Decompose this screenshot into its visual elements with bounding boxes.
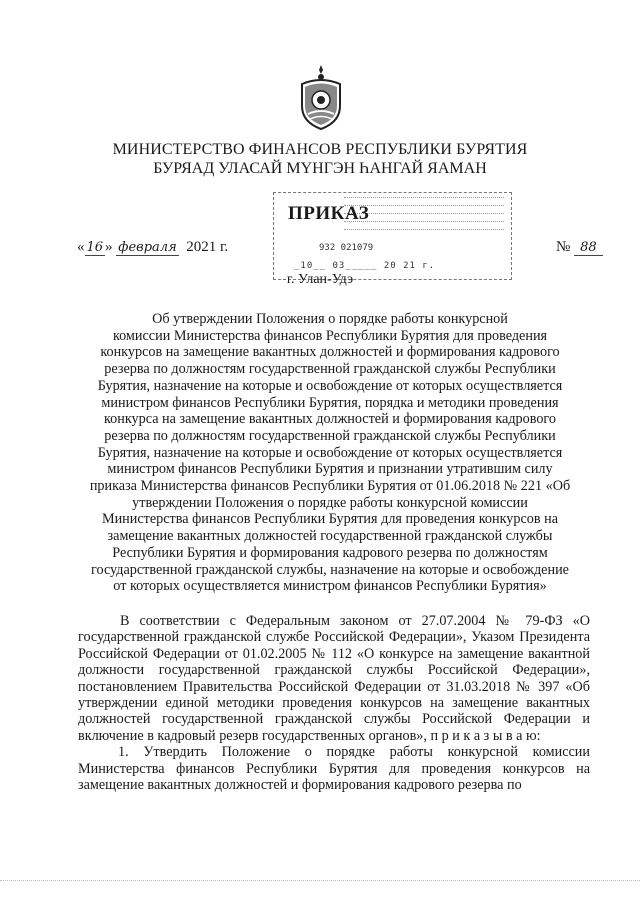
document-type: ПРИКАЗ <box>288 203 370 224</box>
body-item-1: 1. Утвердить Положение о порядке работы конкурсной комиссии Министерства финансов Республики Бурятия для проведения конкурсов на замещение вакантных должностей и формирования кадрового резерва по <box>78 744 590 794</box>
stamp-reg-number: 932 021079 <box>319 243 374 253</box>
date-year: 2021 г. <box>186 239 229 255</box>
city: г. Улан-Удэ <box>286 272 354 287</box>
date-day: 16 <box>86 240 104 255</box>
number-value: 88 <box>574 240 603 256</box>
document-number: № 88 <box>556 239 603 256</box>
document-title: Об утверждении Положения о порядке работы конкурсной комиссии Министерства финансов Республики Бурятия для проведения конкурсов на замещение вакантных должностей и формирования кадрового резерва по должностям государственной гражданской службы Республики Бурятия, назначение на которые и освобождение от которых осуществляется министром финансов Республики Бурятия, порядка и методики проведения конкурса на замещение вакантных должностей и формирования кадрового резерва по должностям государственной гражданской службы Республики Бурятия, назначение на которые и освобождение от которых осуществляется министром финансов Республики Бурятия и признании утратившим силу приказа Министерства финансов Республики Бурятия от 01.06.2018 № 221 «Об утверждении Положения о порядке работы конкурсной комиссии Министерства финансов Республики Бурятия для проведения конкурсов на замещение вакантных должностей государственной гражданской службы Республики Бурятия и формирования кадрового резерва по должностям государственной гражданской службы, назначение на которые и освобождение от которых осуществляется министром финансов Республики Бурятия» <box>89 311 571 595</box>
ministry-name-ru: МИНИСТЕРСТВО ФИНАНСОВ РЕСПУБЛИКИ БУРЯТИЯ <box>112 141 528 158</box>
document-body <box>78 613 590 793</box>
coat-of-arms-icon <box>296 62 346 132</box>
ministry-name-buryat: БУРЯАД УЛАСАЙ МҮНГЭН ҺАНГАЙ ЯАМАН <box>153 160 487 177</box>
stamp-reg-date: _10__ 03_____ 20 21 г. <box>294 261 436 271</box>
document-date: « 16 » февраля 2021 г. <box>77 239 229 255</box>
page-bottom-edge <box>0 880 640 891</box>
date-month: февраля <box>118 240 177 255</box>
body-preamble: В соответствии с Федеральным законом от 27.07.2004 № 79-ФЗ «О государственной гражданской службе Российской Федерации», Указом Президента Российской Федерации от 01.02.2005 № 112 «О конкурсе на замещение вакантной должности государственной гражданской службы Российской Федерации», постановлением Правительства Российской Федерации от 31.03.2018 № 397 «Об утверждении единой методики проведения конкурсов на замещение вакантных должностей государственной гражданской службы Российской Федерации и включение в кадровый резерв государственных органов», п р и к а з ы в а ю: <box>78 613 590 744</box>
